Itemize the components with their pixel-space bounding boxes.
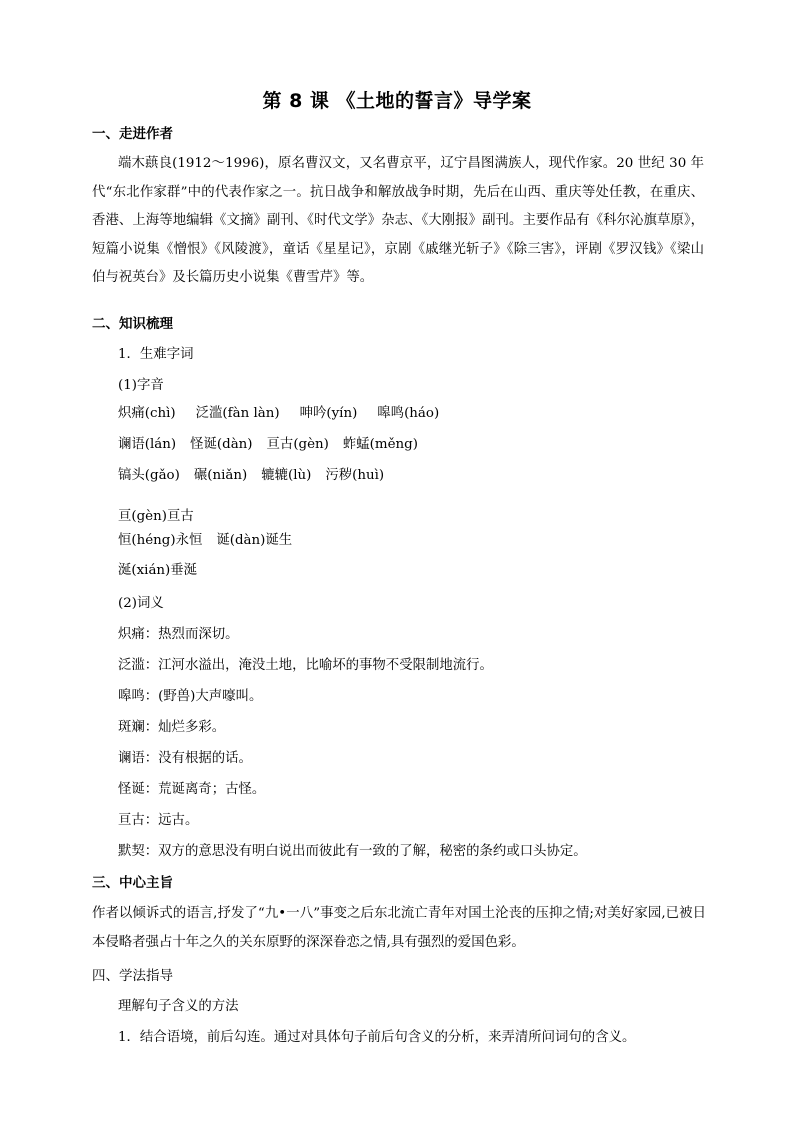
subheading-meaning: (2)词义 [118, 596, 164, 611]
definition-line: 嗥鸣：(野兽)大声嚎叫。 [118, 689, 263, 704]
polyphone-item: 诞(dàn)诞生 [216, 533, 293, 548]
definition-line: 默契：双方的意思没有明白说出而彼此有一致的了解，秘密的条约或口头协定。 [118, 844, 587, 859]
definition-line: 泛滥：江河水溢出，淹没土地，比喻坏的事物不受限制地流行。 [118, 658, 493, 673]
pinyin-row-1 [118, 406, 439, 422]
polyphone-line: 涎(xián)垂涎 [118, 563, 198, 578]
pinyin-item: 泛滥(fàn làn) [195, 406, 280, 421]
section-heading-theme: 三、中心主旨 [92, 875, 173, 891]
method-intro: 理解句子含义的方法 [118, 999, 239, 1014]
section-heading-knowledge: 二、知识梳理 [92, 316, 173, 332]
definition-line: 亘古：远古。 [118, 813, 199, 828]
pinyin-row-2 [118, 437, 418, 453]
subheading-pronunciation: (1)字音 [118, 378, 164, 393]
theme-paragraph: 作者以倾诉式的语言,抒发了“九•一八”事变之后东北流亡青年对国土沦丧的压抑之情;对美好家园,已被日本侵略者强占十年之久的关东原野的深深眷恋之情,具有强烈的爱国色彩。 [92, 906, 706, 950]
pinyin-item: 呻吟(yín) [299, 406, 358, 421]
polyphone-line [118, 533, 292, 549]
subheading-vocabulary: 1．生难字词 [118, 347, 194, 362]
polyphone-line: 亘(gèn)亘古 [118, 509, 194, 524]
pinyin-item: 怪诞(dàn) [190, 437, 253, 452]
pinyin-item: 炽痛(chì) [118, 406, 176, 421]
pinyin-item: 碾(niǎn) [193, 468, 248, 483]
definition-line: 斑斓：灿烂多彩。 [118, 720, 226, 735]
definition-line: 怪诞：荒诞离奇；古怪。 [118, 782, 266, 797]
pinyin-item: 辘辘(lù) [261, 468, 312, 483]
section-heading-method: 四、学法指导 [92, 968, 173, 984]
pinyin-item: 谰语(lán) [118, 437, 177, 452]
pinyin-item: 蚱蜢(měng) [342, 437, 418, 452]
definition-line: 炽痛：热烈而深切。 [118, 627, 239, 642]
pinyin-item: 污秽(huì) [325, 468, 385, 483]
method-point-1: 1．结合语境，前后勾连。通过对具体句子前后句含义的分析，来弄清所问词句的含义。 [118, 1030, 636, 1045]
definition-line: 谰语：没有根据的话。 [118, 751, 252, 766]
pinyin-row-3 [118, 468, 384, 484]
section-heading-author: 一、走进作者 [92, 126, 173, 142]
author-paragraph: 端木蕻良(1912～1996)，原名曹汉文，又名曹京平，辽宁昌图满族人，现代作家。20 世纪 30 年代“东北作家群”中的代表作家之一。抗日战争和解放战争时期，先后在山西、重庆等处任教，在重庆、香港、上海等地编辑《文摘》副刊、《时代文学》杂志、《大刚报》副刊。主要作品有《科尔沁旗草原》，短篇小说集《憎恨》《风陵渡》，童话《星星记》，京剧《戚继光斩子》《除三害》，评剧《罗汉钱》《梁山伯与祝英台》及长篇历史小说集《曹雪芹》等。 [92, 156, 704, 285]
pinyin-item: 亘古(gèn) [266, 437, 329, 452]
document-title: 第 8 课 《土地的誓言》导学案 [262, 90, 532, 112]
pinyin-item: 嗥鸣(háo) [377, 406, 440, 421]
pinyin-item: 镐头(gǎo) [118, 468, 180, 483]
polyphone-item: 恒(héng)永恒 [118, 533, 203, 548]
